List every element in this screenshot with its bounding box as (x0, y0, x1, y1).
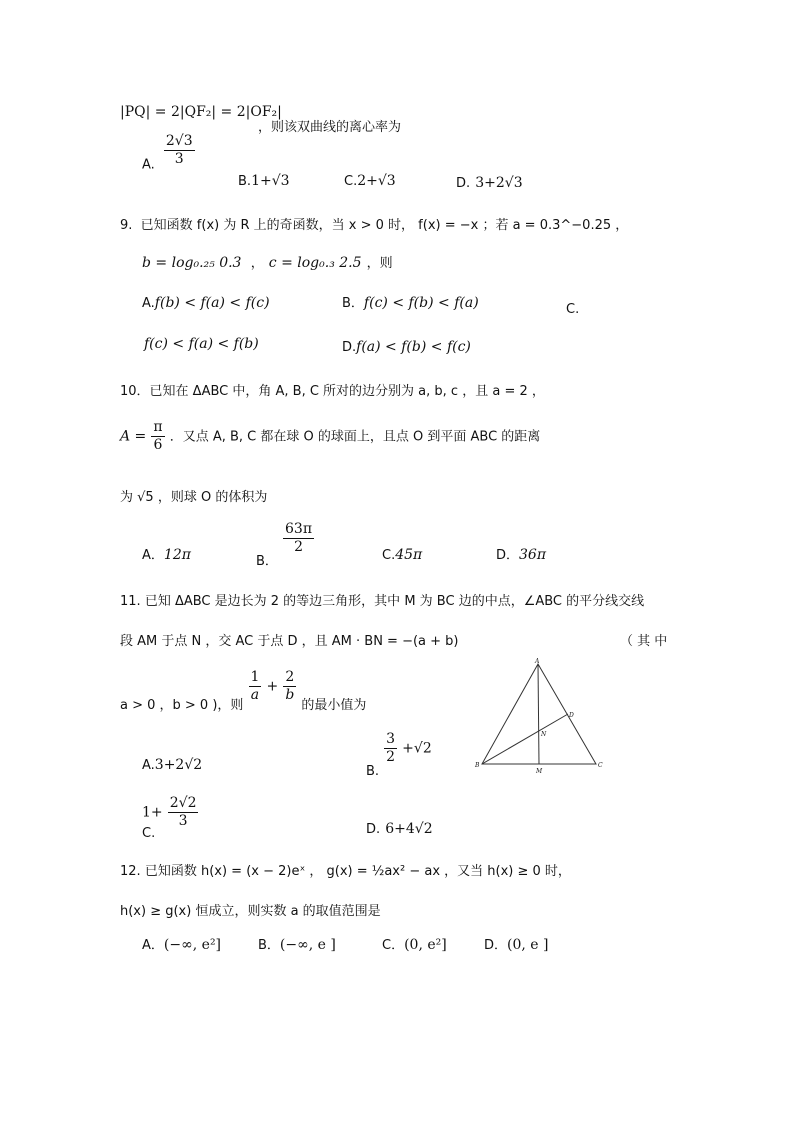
q8-option-d[interactable]: D. 3+2√3 (456, 175, 523, 191)
q11-line3: $_{a > 0 ,b > 0 ),则}$ $\frac{1}{a}$ + $\frac{2}{b}$ $_{的最小值为}$ (120, 669, 367, 713)
q9-line1: 9. 已知函数 f(x) 为 R 上的奇函数，当 x > 0 时， f(x) = −x ；若 a = 0.3^−0.25 ， (120, 218, 629, 233)
q11-line1: 11. 已知 ΔABC 是边长为 2 的等边三角形，其中 M 为 BC 边的中点，∠ABC 的平分线交线 (120, 594, 645, 609)
q12-number: 12. (120, 864, 141, 879)
q9-option-b[interactable]: B．f(c) < f(b) < f(a) (342, 295, 479, 311)
q12-option-a[interactable]: A．(−∞, e²] (142, 937, 222, 953)
q11-frac-1-a: $\frac{1}{a}$ (250, 669, 260, 703)
q11-option-a[interactable]: A.3+2√2 (142, 757, 203, 773)
q10-option-c[interactable]: C.45π (382, 547, 423, 563)
q8-a-fraction: $\frac{2√3}{3}$ (165, 133, 193, 167)
q8-stem-math: |PQ| = 2|QF₂| = 2|OF₂| (120, 104, 282, 120)
q11-line2: 段 AM 于点 N ，交 AC 于点 D ，且 AM · BN = −(a + b) (120, 634, 459, 649)
q12-option-d[interactable]: D．(0, e ] (484, 937, 549, 953)
q10-b-fraction: $\frac{63\pi}{2}$ (285, 521, 313, 555)
q11-b-fraction: $\frac{3}{2}$ (386, 731, 396, 765)
q10-pi-over-6: $\frac{\pi}{6}$ (153, 419, 163, 453)
q9-number: 9. (120, 218, 133, 233)
q10-line3: 为 √5 ，则球 O 的体积为 (120, 490, 268, 505)
label-a: A (535, 658, 540, 665)
q10-option-b[interactable]: $_{B.}$ $\frac{63\pi}{2}$ (256, 521, 313, 569)
q11-line2-right: （ 其 中 (620, 634, 668, 649)
q10-option-a[interactable]: A．12π (142, 547, 191, 563)
median-am (538, 664, 539, 764)
q9-option-c-expr[interactable]: f(c) < f(a) < f(b) (144, 336, 259, 352)
q11-option-b[interactable]: $_{B.}$ $\frac{3}{2}$ +√2 (366, 731, 432, 779)
q10-line1: 10．已知在 ΔABC 中，角 A, B, C 所对的边分别为 a, b, c ，且 a = 2 ， (120, 384, 545, 399)
q9-option-a[interactable]: A.f(b) < f(a) < f(c) (142, 295, 270, 311)
q10-number: 10 (120, 384, 137, 399)
q11-frac-2-b: $\frac{2}{b}$ (285, 669, 295, 703)
q12-option-b[interactable]: B．(−∞, e ] (258, 937, 336, 953)
q8-stem-text: ，则该双曲线的离心率为 (258, 120, 402, 135)
q11-option-c[interactable]: 1+ $\frac{2√2}{3}$ C. (142, 795, 197, 842)
q12-line2: h(x) ≥ g(x) 恒成立，则实数 a 的取值范围是 (120, 904, 381, 919)
bisector-bd (482, 714, 568, 764)
q11-number: 11. (120, 594, 141, 609)
label-c: C (598, 762, 603, 769)
q12-line1: 12. 已知函数 h(x) = (x − 2)eˣ ， g(x) = ½ax² − ax ，又当 h(x) ≥ 0 时， (120, 864, 571, 879)
label-b: B (475, 762, 480, 769)
q8-option-b[interactable]: B.1+√3 (238, 173, 290, 189)
q12-option-c[interactable]: C．(0, e²] (382, 937, 447, 953)
q9-option-c-label[interactable]: C. (566, 302, 580, 317)
label-m: M (536, 768, 543, 775)
q11-option-d[interactable]: D. 6+4√2 (366, 821, 433, 837)
q8-option-a[interactable]: A. $\frac{2√3}{3}$ (142, 133, 193, 173)
label-d: D (569, 712, 574, 719)
label-n: N (541, 731, 547, 738)
q9-line2: b = log₀.₂₅ 0.3 ， c = log₀.₃ 2.5 ，则 (142, 255, 393, 271)
q11-c-fraction: $\frac{2√2}{3}$ (169, 795, 197, 829)
q11-triangle-figure (472, 656, 604, 776)
q10-line2: A = $\frac{\pi}{6}$ ．又点 A, B, C 都在球 O 的球面上，且点 O 到平面 ABC 的距离 (120, 419, 541, 453)
q8-option-c[interactable]: C.2+√3 (344, 173, 396, 189)
q9-option-d[interactable]: D.f(a) < f(b) < f(c) (342, 339, 471, 355)
q10-option-d[interactable]: D．36π (496, 547, 547, 563)
